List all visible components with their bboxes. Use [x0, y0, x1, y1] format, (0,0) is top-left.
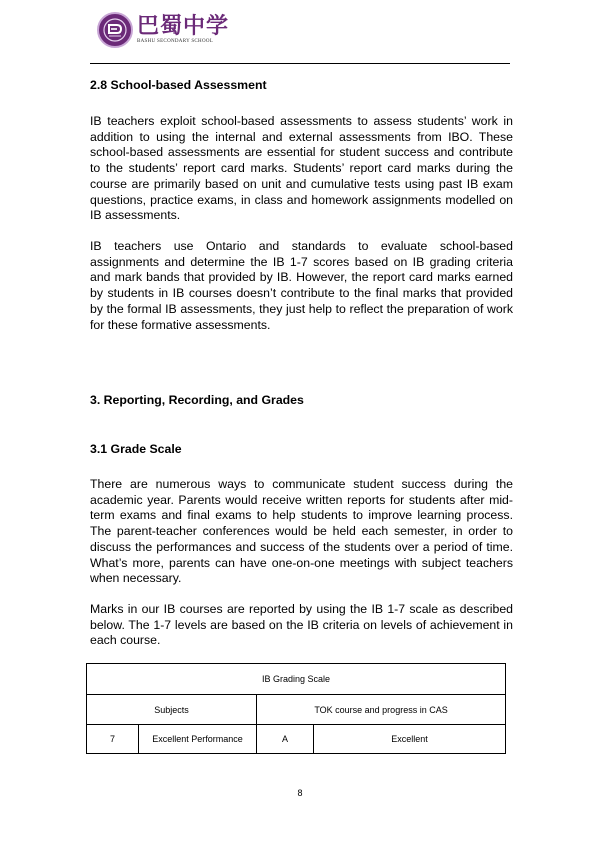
section-heading-3: 3. Reporting, Recording, and Grades	[90, 393, 304, 407]
paragraph-school-based-assessment-2: IB teachers use Ontario and standards to evaluate school-based assignments and determine the IB 1-7 scores based on IB grading criteria and mark bands that provided by IB. However, the report card marks earned by students in IB courses doesn’t contribute to the final marks that provided by the formal IB assessments, they just help to reflect the preparation of work for these formative assessments.	[90, 239, 513, 332]
table-title: IB Grading Scale	[87, 664, 506, 695]
table-header-subjects: Subjects	[87, 695, 257, 725]
ib-grading-scale-table	[86, 663, 506, 754]
tok-description-cell: Excellent	[314, 725, 506, 754]
page-number: 8	[297, 788, 303, 798]
paragraph-school-based-assessment-1: IB teachers exploit school-based assessments to assess students’ work in addition to using the internal and external assessments from IBO. These school-based assessments are essential for student success and contribute to the students’ report card marks. Students’ report card marks during the course are primarily based on unit and cumulative tests using past IB exam questions, practice exams, in class and homework assignments modelled on IB assessments.	[90, 114, 513, 223]
section-heading-2-8: 2.8 School-based Assessment	[90, 78, 267, 92]
school-name-chinese: 巴蜀中学	[137, 13, 230, 39]
table-header-tok: TOK course and progress in CAS	[257, 695, 506, 725]
grade-cell: 7	[87, 725, 139, 754]
school-logo	[97, 8, 229, 52]
paragraph-grade-scale-2: Marks in our IB courses are reported by using the IB 1-7 scale as described below. The 1-7 levels are based on the IB criteria on levels of achievement in each course.	[90, 602, 513, 648]
section-heading-3-1: 3.1 Grade Scale	[90, 442, 182, 456]
table-row	[87, 725, 506, 754]
tok-grade-cell: A	[257, 725, 314, 754]
grade-description-cell: Excellent Performance	[139, 725, 257, 754]
school-name-english: BASHU SECONDARY SCHOOL	[137, 39, 214, 44]
header-divider	[90, 63, 510, 64]
paragraph-grade-scale-1: There are numerous ways to communicate student success during the academic year. Parents would receive written reports for students after mid-term exams and final exams to help students to improve learning process. The parent-teacher conferences would be held each semester, in order to discuss the performances and success of the students over a period of time. What’s more, parents can have one-on-one meetings with subject teachers when necessary.	[90, 477, 513, 586]
school-seal-icon	[97, 12, 133, 48]
